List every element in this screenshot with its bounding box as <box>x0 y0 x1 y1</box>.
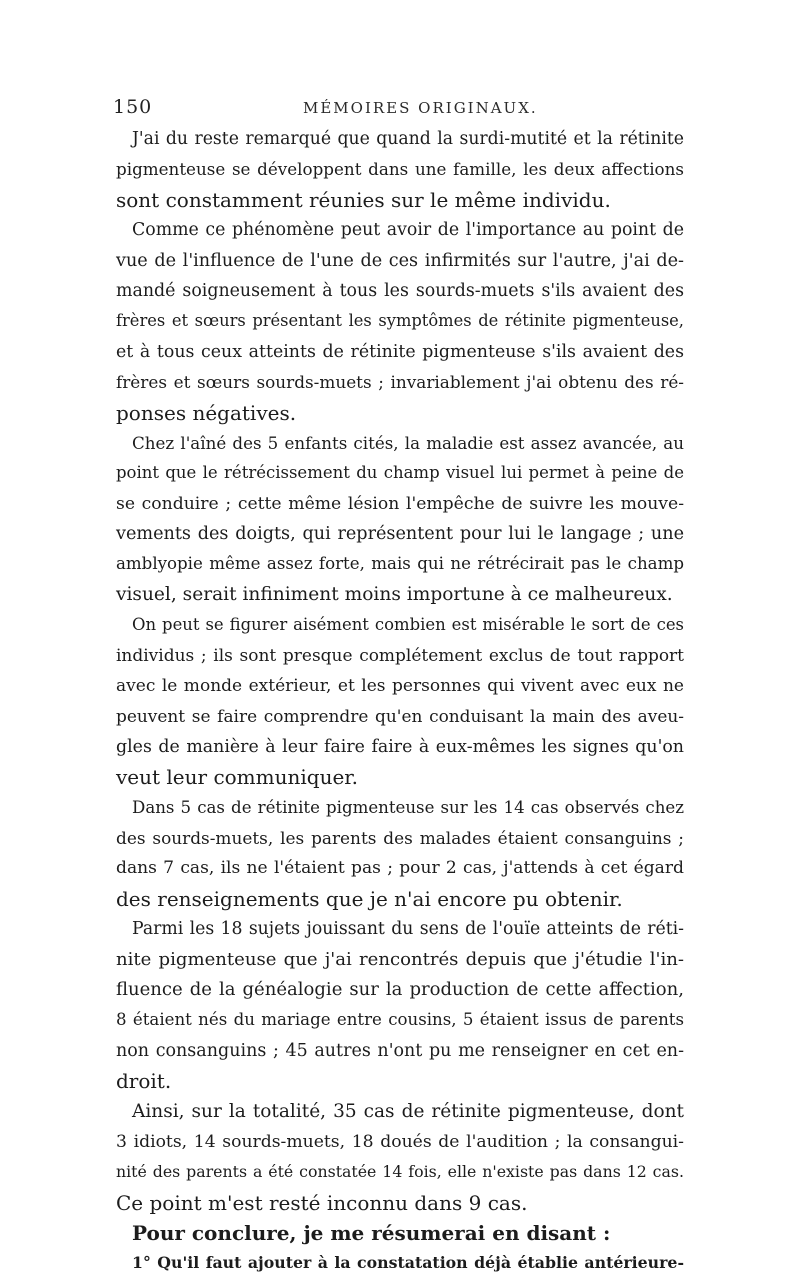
text-line: sont constamment réunies sur le même individu. <box>116 187 611 212</box>
text-line: pigmenteuse se développent dans une famille, les deux affections <box>116 159 684 180</box>
text-line: 3 idiots, 14 sourds-muets, 18 doués de l'audition ; la consangui- <box>116 1131 684 1152</box>
text-line: des sourds-muets, les parents des malades étaient consanguins ; <box>116 827 684 848</box>
text-line: se conduire ; cette même lésion l'empêche de suivre les mouve- <box>116 493 684 514</box>
text-line: peuvent se faire comprendre qu'en conduisant la main des aveu- <box>116 706 684 727</box>
text-line: Pour conclure, je me résumerai en disant : <box>132 1221 611 1246</box>
text-line: J'ai du reste remarqué que quand la surdi-mutité et la rétinite <box>132 129 684 149</box>
running-head: MÉMOIRES ORIGINAUX. <box>303 99 538 117</box>
text-line: dans 7 cas, ils ne l'étaient pas ; pour 2 cas, j'attends à cet égard <box>116 858 684 879</box>
page-header <box>113 96 685 120</box>
text-line: veut leur communiquer. <box>116 765 359 790</box>
text-line: visuel, serait infiniment moins importune à ce malheureux. <box>116 583 673 605</box>
text-line: et à tous ceux atteints de rétinite pigmenteuse s'ils avaient des <box>116 341 684 362</box>
text-line: fluence de la généalogie sur la production de cette affection, <box>116 978 684 1000</box>
text-line: Comme ce phénomène peut avoir de l'importance au point de <box>132 220 684 241</box>
text-line: avec le monde extérieur, et les personnes qui vivent avec eux ne <box>116 676 684 697</box>
text-line: gles de manière à leur faire faire à eux-mêmes les signes qu'on <box>116 736 684 757</box>
text-line: 8 étaient nés du mariage entre cousins, 5 étaient issus de parents <box>116 1010 684 1030</box>
text-line: nite pigmenteuse que j'ai rencontrés depuis que j'étudie l'in- <box>116 948 684 970</box>
text-line: point que le rétrécissement du champ visuel lui permet à peine de <box>116 463 684 483</box>
text-line: Ce point m'est resté inconnu dans 9 cas. <box>116 1190 528 1215</box>
text-line: amblyopie même assez forte, mais qui ne rétrécirait pas le champ <box>116 554 684 574</box>
text-line: non consanguins ; 45 autres n'ont pu me renseigner en cet en- <box>116 1040 684 1061</box>
text-line: vue de l'influence de l'une de ces infirmités sur l'autre, j'ai de- <box>116 250 684 271</box>
text-line: frères et sœurs présentant les symptômes de rétinite pigmenteuse, <box>116 311 684 331</box>
page-number: 150 <box>113 96 153 118</box>
text-line: des renseignements que je n'ai encore pu obtenir. <box>116 886 623 911</box>
text-line: On peut se figurer aisément combien est misérable le sort de ces <box>132 615 684 635</box>
text-line: Dans 5 cas de rétinite pigmenteuse sur les 14 cas observés chez <box>132 797 684 817</box>
body-text <box>116 124 684 1279</box>
text-line: ponses négatives. <box>116 400 297 425</box>
text-line: 1° Qu'il faut ajouter à la constatation déjà établie antérieure- <box>132 1253 684 1273</box>
text-line: Chez l'aîné des 5 enfants cités, la maladie est assez avancée, au <box>132 432 684 453</box>
text-line: individus ; ils sont presque complétement exclus de tout rapport <box>116 645 684 666</box>
text-line: frères et sœurs sourds-muets ; invariablement j'ai obtenu des ré- <box>116 372 684 393</box>
text-line: Ainsi, sur la totalité, 35 cas de rétinite pigmenteuse, dont <box>132 1100 684 1122</box>
text-line: nité des parents a été constatée 14 fois, elle n'existe pas dans 12 cas. <box>116 1162 684 1182</box>
text-line: Parmi les 18 sujets jouissant du sens de l'ouïe atteints de réti- <box>132 919 684 940</box>
text-line: droit. <box>116 1069 172 1094</box>
text-line: vements des doigts, qui représentent pour lui le langage ; une <box>116 524 684 545</box>
text-line: mandé soigneusement à tous les sourds-muets s'ils avaient des <box>116 280 684 301</box>
